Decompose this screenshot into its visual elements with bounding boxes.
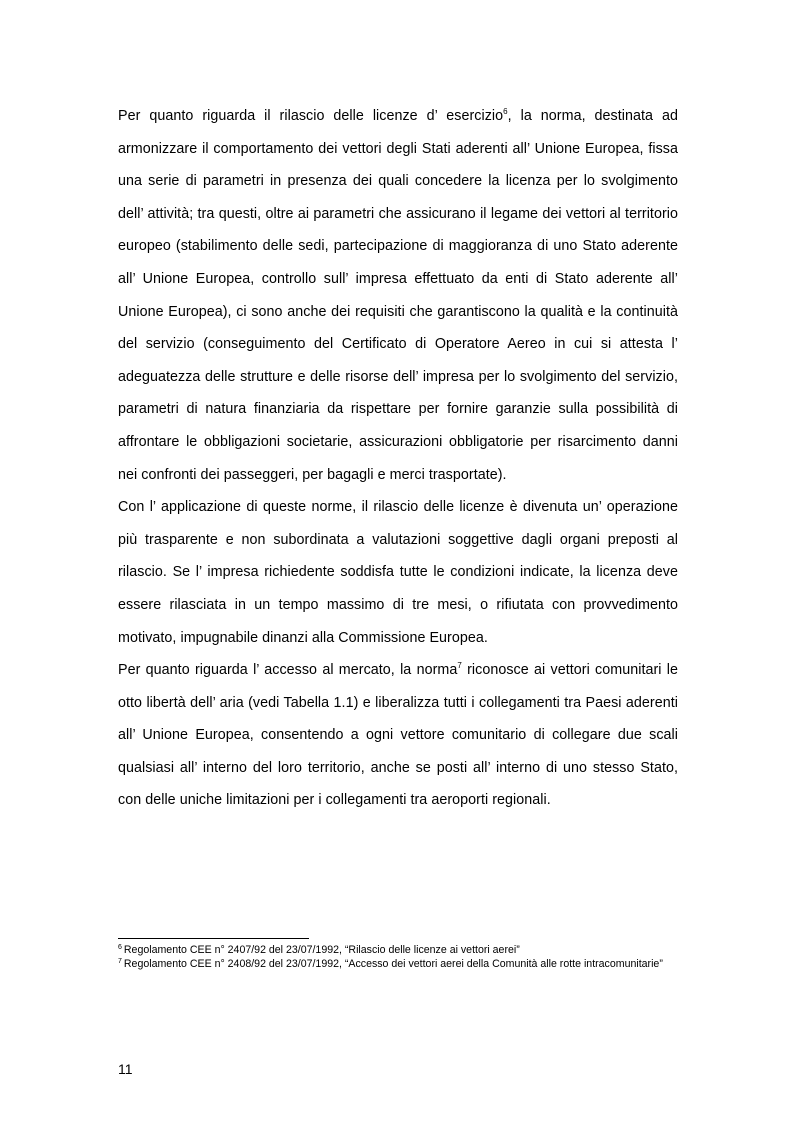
paragraph-licenses: [118, 100, 678, 491]
footnote-text: Regolamento CEE n° 2407/92 del 23/07/1992, “Rilascio delle licenze ai vettori aerei”: [123, 944, 520, 956]
paragraph-market-access: [118, 654, 678, 817]
paragraph-norms-application: [118, 491, 678, 654]
footnote-reference: 6: [503, 107, 508, 116]
paragraph-text: Con l’ applicazione di queste norme, il rilascio delle licenze è divenuta un’ operazione più trasparente e non subordinata a valutazioni soggettive dagli organi preposti al rilascio. Se l’ impresa richiedente soddisfa tutte le condizioni indicate, la licenza deve essere rilasciata in un tempo massimo di tre mesi, o rifiutata con provvedimento motivato, impugnabile dinanzi alla Commissione Europea.: [118, 499, 678, 646]
footnote-number: 6: [118, 944, 122, 951]
paragraph-text: Per quanto riguarda il rilascio delle licenze d’ esercizio: [118, 108, 504, 124]
footnote-7: [118, 958, 678, 972]
page-number: 11: [118, 1061, 133, 1077]
footnote-separator: [118, 938, 309, 939]
footnote-number: 7: [118, 957, 122, 965]
paragraph-text: Per quanto riguarda l’ accesso al mercato, la norma: [118, 662, 458, 679]
paragraph-text: , la norma, destinata ad armonizzare il comportamento dei vettori degli Stati aderenti all’ Unione Europea, fissa una serie di parametri in presenza dei quali concedere la licenza per lo svolgimento dell’ attività; tra questi, oltre ai parametri che assicurano il legame dei vettori al territorio europeo (stabilimento delle sedi, partecipazione di maggioranza di uno Stato aderente all’ Unione Europea, controllo sull’ impresa effettuato da enti di Stato aderente all’ Unione Europea), ci sono anche dei requisiti che garantiscono la qualità e la continuità del servizio (conseguimento del Certificato di Operatore Aereo in cui si attesta l’ adeguatezza delle strutture e delle risorse dell’ impresa per lo svolgimento del servizio, parametri di natura finanziaria da rispettare per fornire garanzie sulla possibilità di affrontare le obbligazioni societarie, assicurazioni obbligatorie per risarcimento danni nei confronti dei passeggeri, per bagagli e merci trasportate).: [118, 108, 678, 483]
footnote-text: Regolamento CEE n° 2408/92 del 23/07/1992, “Accesso dei vettori aerei della Comunità alle rotte intracomunitarie”: [123, 957, 663, 970]
footnote-6: [118, 944, 678, 958]
footnotes: [118, 944, 678, 971]
paragraph-text: riconosce ai vettori comunitari le otto libertà dell’ aria (vedi Tabella 1.1) e liberalizza tutti i collegamenti tra Paesi aderenti all’ Unione Europea, consentendo a ogni vettore comunitario di collegare due scali qualsiasi all’ interno del loro territorio, anche se posti all’ interno di uno stesso Stato, con delle uniche limitazioni per i collegamenti tra aeroporti regionali.: [118, 662, 678, 809]
body-text: [118, 100, 678, 817]
footnote-reference: 7: [457, 661, 462, 671]
